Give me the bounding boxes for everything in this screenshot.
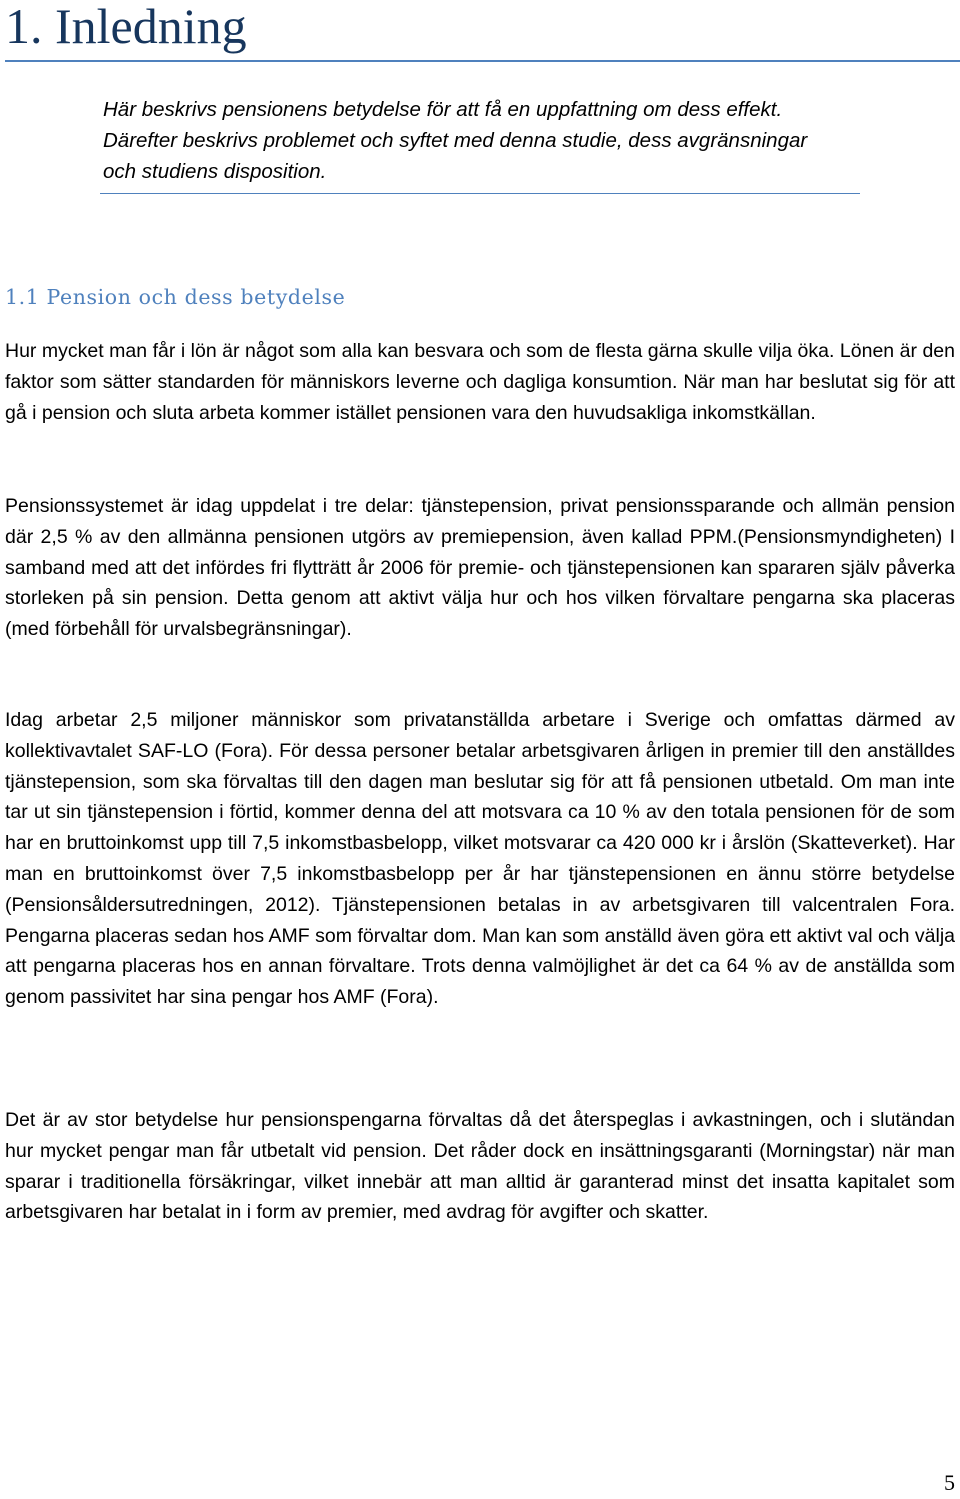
body-paragraph: Hur mycket man får i lön är något som alla kan besvara och som de flesta gärna skulle vilja öka. Lönen är den faktor som sätter standarden för människors leverne och dagliga konsumtion. När man har beslutat sig för att gå i pension och sluta arbeta kommer istället pensionen vara den huvudsakliga inkomstkällan.: [5, 340, 955, 424]
intro-divider: [100, 193, 860, 194]
chapter-title: 1. Inledning: [5, 0, 247, 54]
body-paragraph: Pensionssystemet är idag uppdelat i tre delar: tjänstepension, privat pensionssparande och allmän pension där 2,5 % av den allmänna pensionen utgörs av premiepension, även kallad PPM.(Pensionsmyndigheten) I samband med att det infördes fri flytträtt år 2006 för premie- och tjänstepensionen kan spararen själv påverka storleken på sin pension. Detta genom att aktivt välja hur och hos vilken förvaltare pengarna ska placeras (med förbehåll för urvalsbegränsningar).: [5, 495, 955, 641]
title-divider: [5, 60, 960, 62]
body-paragraph: Idag arbetar 2,5 miljoner människor som privatanställda arbetare i Sverige och omfattas därmed av kollektivavtalet SAF-LO (Fora). För dessa personer betalar arbetsgivaren årligen in premier till den anställdes tjänstepension, som ska förvaltas till den dagen man beslutar sig för att få pensionen utbetald. Om man inte tar ut sin tjänstepension i förtid, kommer denna del att motsvara ca 10 % av den totala pensionen för de som har en bruttoinkomst upp till 7,5 inkomstbasbelopp, vilket motsvarar ca 420 000 kr i årslön (Skatteverket). Har man en bruttoinkomst över 7,5 inkomstbasbelopp per år har tjänstepensionen en ännu större betydelse (Pensionsåldersutredningen, 2012). Tjänstepensionen betalas in av arbetsgivaren till valcentralen Fora. Pengarna placeras sedan hos AMF som förvaltar dom. Man kan som anställd även göra ett aktivt val och välja att pengarna placeras hos en annan förvaltare. Trots denna valmöjlighet är det ca 64 % av de anställda som genom passivitet har sina pengar hos AMF (Fora).: [5, 709, 955, 1009]
chapter-intro: Här beskrivs pensionens betydelse för att få en uppfattning om dess effekt. Därefter beskrivs problemet och syftet med denna studie, dess avgränsningar och studiens disposition.: [103, 98, 808, 183]
section-heading: 1.1 Pension och dess betydelse: [5, 285, 346, 309]
body-paragraph: Det är av stor betydelse hur pensionspengarna förvaltas då det återspeglas i avkastningen, och i slutändan hur mycket pengar man får utbetalt vid pension. Det råder dock en insättningsgaranti (Morningstar) när man sparar i traditionella försäkringar, vilket innebär att man alltid är garanterad minst det insatta kapitalet som arbetsgivaren har betalat in i form av premier, med avdrag för avgifter och skatter.: [5, 1109, 955, 1224]
page-number: 5: [944, 1470, 955, 1495]
